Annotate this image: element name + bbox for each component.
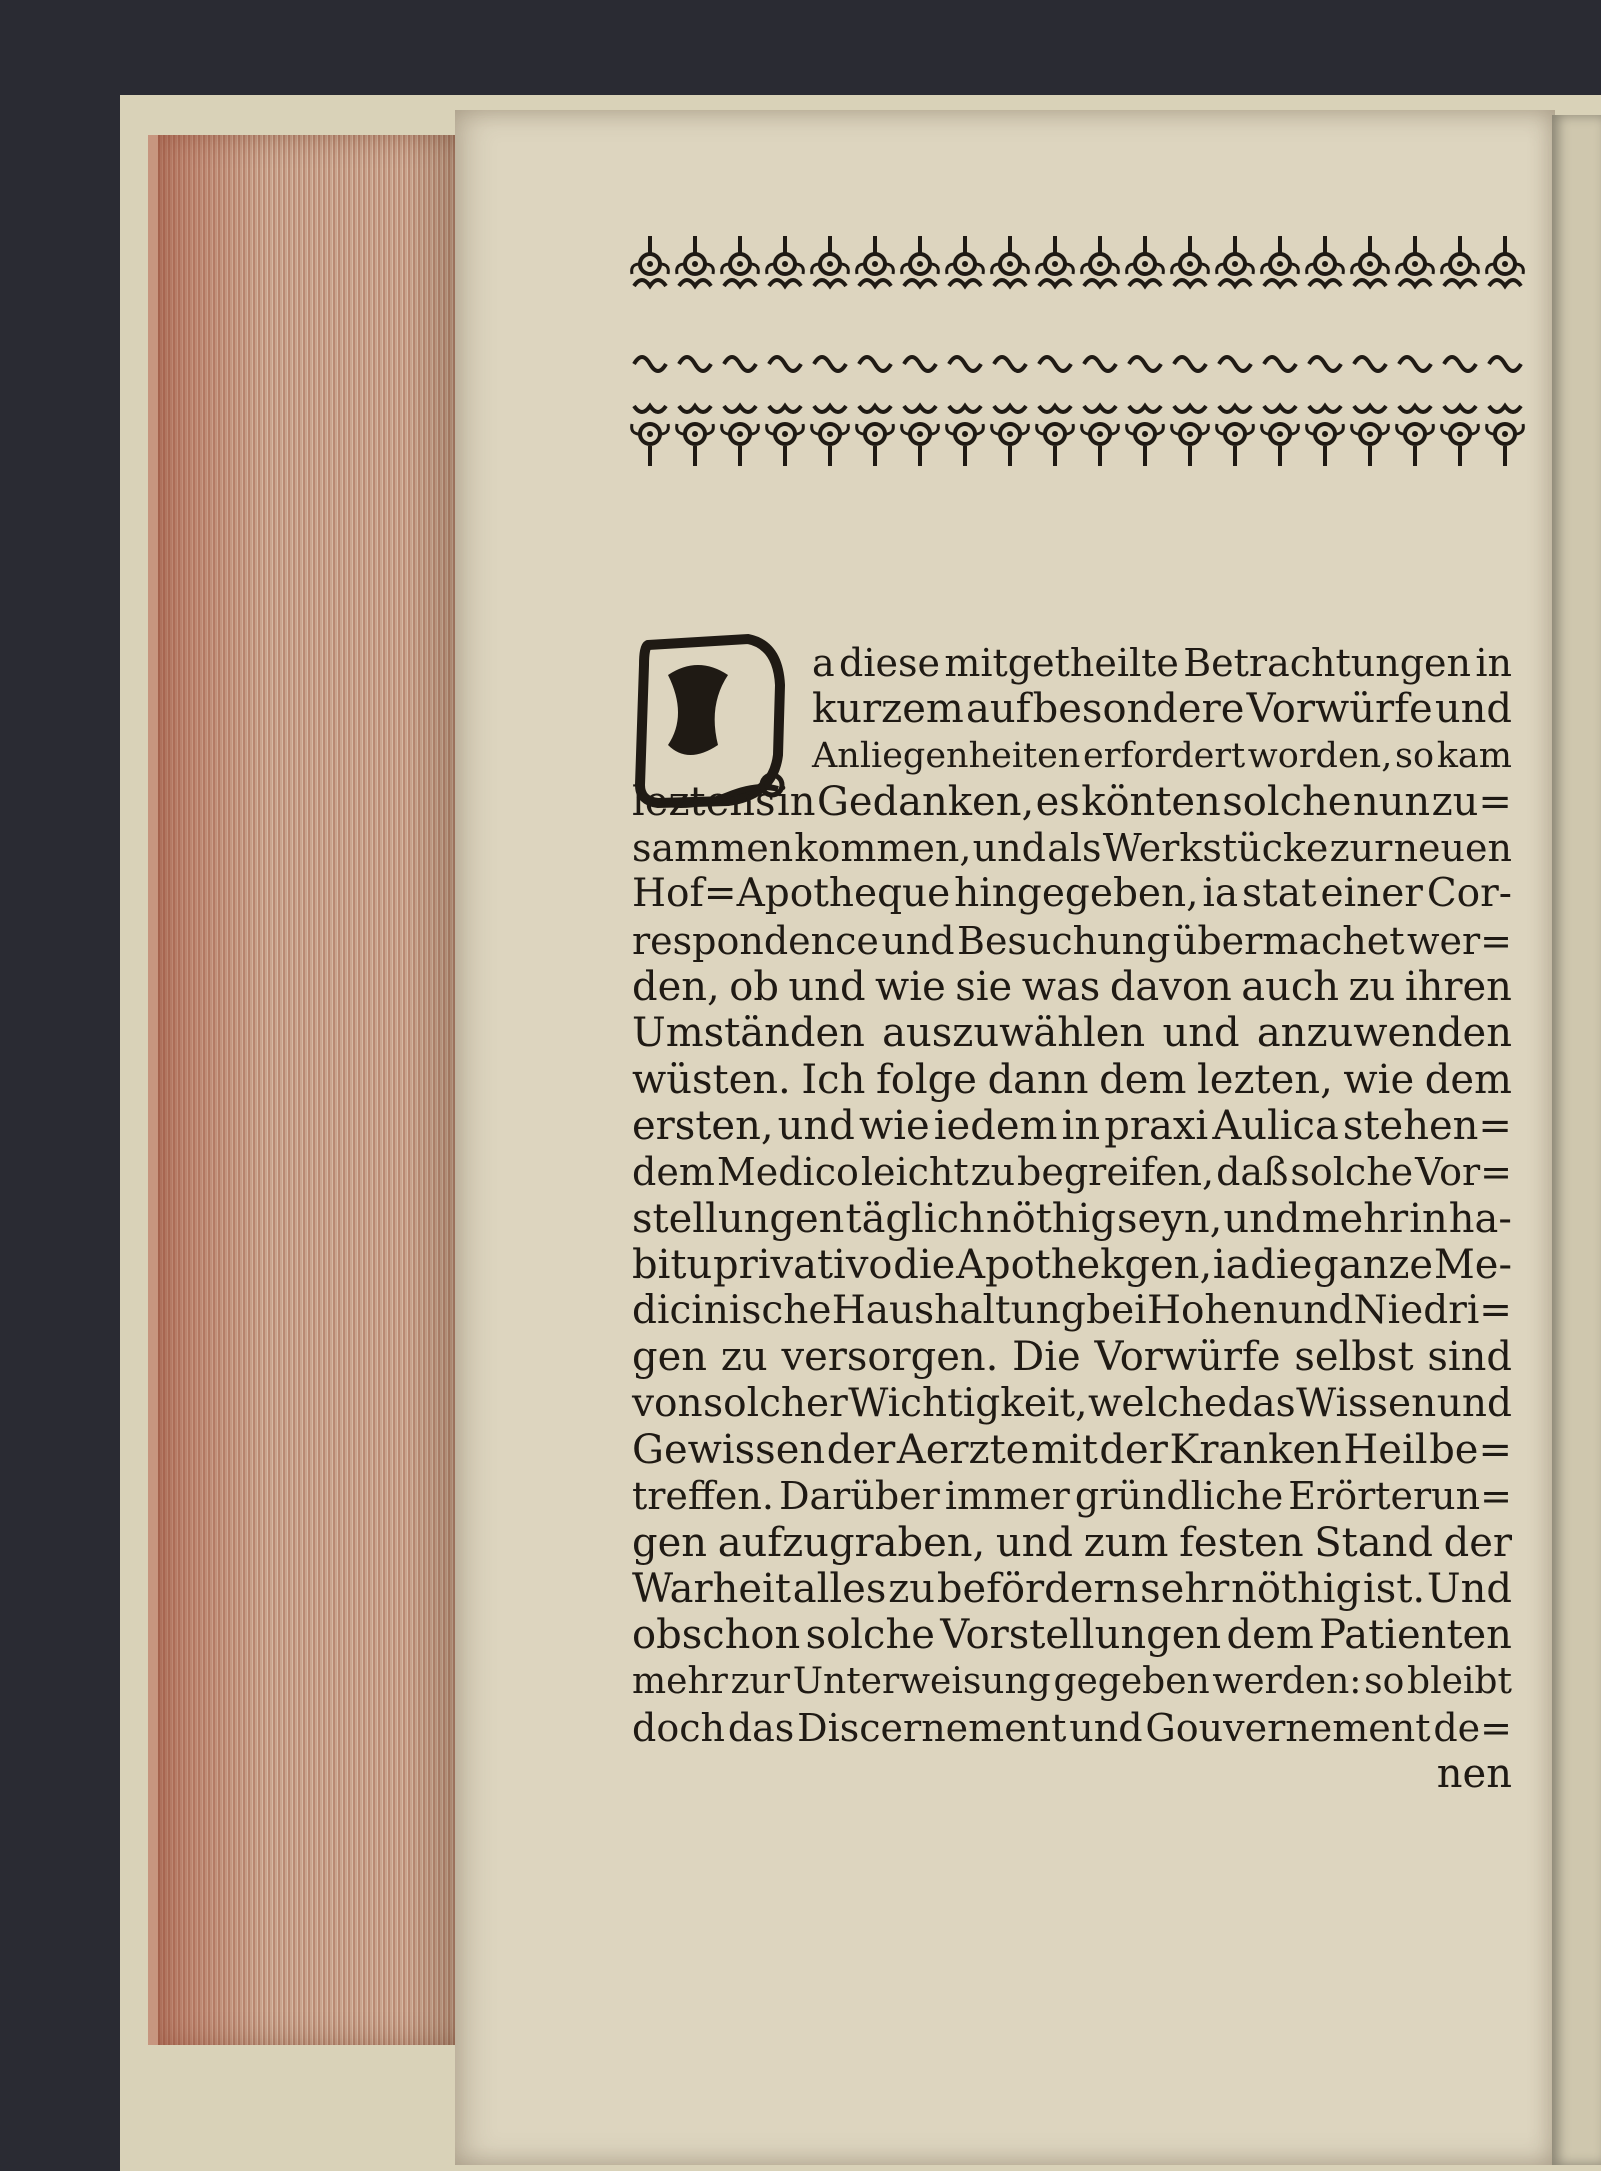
text-line (632, 1103, 1512, 1149)
word: dem (632, 1150, 715, 1195)
word: anzuwenden (1256, 1010, 1512, 1057)
word: könten (1081, 778, 1221, 825)
text-line-content (632, 825, 1512, 871)
text-line-content (632, 1149, 1512, 1195)
word: Erörterun= (1288, 1474, 1512, 1519)
word: ia (1202, 871, 1239, 917)
word: und (995, 1519, 1074, 1566)
word: die (1250, 1241, 1313, 1288)
word: Stand (1314, 1519, 1433, 1566)
text-line (632, 1334, 1512, 1380)
text-line-content (632, 1566, 1512, 1612)
word: und (881, 918, 955, 963)
text-line-content (632, 1705, 1512, 1751)
word: Besuchung (957, 918, 1171, 963)
word: Cor- (1426, 871, 1512, 917)
word: einer (1320, 871, 1423, 917)
word: wer= (1406, 918, 1512, 963)
word: befördern (936, 1565, 1139, 1612)
text-line (632, 1427, 1512, 1473)
word: zur (730, 1660, 790, 1702)
word: Me- (1433, 1241, 1512, 1288)
word: Discernement (797, 1705, 1067, 1750)
word: ob (729, 964, 779, 1011)
word: aufzugraben, (717, 1519, 986, 1566)
word: von (632, 1380, 703, 1426)
catchword-line (632, 1751, 1512, 1797)
word: besondere (1032, 686, 1245, 733)
word: Niedri= (1353, 1288, 1512, 1334)
word: ia (1212, 1241, 1250, 1288)
text-line (632, 1196, 1512, 1242)
word: wie (1343, 1056, 1415, 1103)
word: zu (888, 1565, 936, 1612)
word: kommen, (794, 826, 972, 871)
word: zu (970, 1150, 1016, 1195)
word: und (788, 964, 866, 1011)
text-line (632, 1010, 1512, 1056)
text-line (632, 825, 1512, 871)
word: dem (1424, 1056, 1512, 1103)
word: in (1409, 1195, 1448, 1242)
word: Aulica (1212, 1102, 1339, 1149)
word: Aerzte (896, 1427, 1030, 1474)
text-line (632, 1288, 1512, 1334)
word: Wissen (1296, 1380, 1437, 1426)
word: Vorwürfe (1094, 1334, 1281, 1381)
word: gegeben (1053, 1660, 1210, 1702)
text-line-content (632, 1520, 1512, 1566)
text-line (632, 779, 1512, 825)
word: immer (944, 1474, 1070, 1519)
text-line-content (632, 1010, 1512, 1056)
text-line-content (632, 1381, 1512, 1427)
word: mit (1030, 1427, 1098, 1474)
word: und (1069, 1705, 1143, 1750)
word: solche (1222, 778, 1352, 825)
word: zu (720, 1334, 768, 1381)
word: solche (1290, 1150, 1414, 1195)
word: de= (1433, 1705, 1512, 1750)
word: und (972, 826, 1046, 871)
word: auch (1241, 964, 1339, 1011)
text-line-content (632, 1057, 1512, 1103)
word: gen (632, 1519, 708, 1566)
word: Betrachtungen (1183, 641, 1471, 685)
word: ist. (1362, 1565, 1426, 1612)
word: folge (875, 1056, 977, 1103)
word: Und (1426, 1565, 1512, 1612)
word: so (1395, 735, 1435, 776)
word: Gewissen (632, 1427, 826, 1474)
word: mehr (632, 1660, 728, 1702)
word: Kranken (1169, 1427, 1342, 1474)
word: doch (632, 1705, 725, 1750)
word: Wichtigkeit, (848, 1380, 1088, 1426)
word: übermachet (1172, 918, 1405, 963)
word: Hof=Apotheque (632, 871, 951, 917)
word: sie (955, 964, 1013, 1011)
word: kam (1436, 735, 1512, 776)
word: diese (839, 641, 940, 685)
word: Patienten (1319, 1612, 1512, 1659)
word: Unterweisung (792, 1660, 1051, 1702)
word: als (1047, 826, 1102, 871)
word: hingegeben, (954, 871, 1199, 917)
word: auf (966, 686, 1031, 733)
word: stehen= (1342, 1102, 1512, 1149)
word: sammen (632, 826, 794, 871)
text-line (632, 1612, 1512, 1658)
word: neuen (1393, 826, 1512, 871)
text-line (632, 918, 1512, 964)
word: erfordert (1083, 735, 1246, 776)
word: zu (1348, 964, 1396, 1011)
word: in (1061, 1102, 1101, 1149)
word: dann (987, 1056, 1089, 1103)
text-line (632, 733, 1512, 779)
word: die (893, 1241, 956, 1288)
text-line-content (632, 918, 1512, 964)
word: worden, (1247, 735, 1393, 776)
text-line (632, 1473, 1512, 1519)
word: a (812, 641, 835, 685)
word: Hohen (1146, 1288, 1278, 1334)
word: Gouvernement (1145, 1705, 1431, 1750)
word: treffen. (632, 1474, 774, 1519)
text-line-content (632, 1659, 1512, 1705)
word: stellungen (632, 1195, 845, 1242)
word: privativo (712, 1241, 893, 1288)
word: und (777, 1102, 855, 1149)
text-line-content (812, 686, 1512, 732)
word: und (1223, 1195, 1301, 1242)
word: was (1021, 964, 1101, 1011)
word: wie (875, 964, 946, 1011)
word: dem (1099, 1056, 1187, 1103)
text-line (632, 1381, 1512, 1427)
text-line (632, 1057, 1512, 1103)
word: welche (1087, 1380, 1227, 1426)
word: lezten, (1197, 1056, 1333, 1103)
word: Ich (801, 1056, 866, 1103)
text-line (632, 1659, 1512, 1705)
word: der (826, 1427, 896, 1474)
word: festen (1179, 1519, 1304, 1566)
text-line (632, 1520, 1512, 1566)
text-line (632, 1242, 1512, 1288)
text-line (632, 1149, 1512, 1195)
word: den, (632, 964, 720, 1011)
word: bitu (632, 1241, 713, 1288)
word: obschon (632, 1612, 801, 1659)
word: leicht (860, 1150, 969, 1195)
word: be= (1429, 1427, 1512, 1474)
word: solche (805, 1612, 935, 1659)
word: gen (632, 1334, 708, 1381)
text-line-content (632, 1473, 1512, 1519)
word: mehr (1301, 1195, 1409, 1242)
word: nöthig (1231, 1565, 1362, 1612)
word: leztens (632, 778, 776, 825)
word: so (1364, 1660, 1405, 1702)
text-line (632, 1566, 1512, 1612)
word: respondence (632, 918, 879, 963)
word: in (1475, 641, 1512, 685)
book-page-edges (148, 135, 468, 2045)
text-line (632, 871, 1512, 917)
word: dicinische (632, 1288, 832, 1334)
word: zum (1083, 1519, 1169, 1566)
word: in (776, 778, 816, 825)
text-line-content (632, 1103, 1512, 1149)
text-line (632, 686, 1512, 732)
word: ihren (1404, 964, 1512, 1011)
word: nun (1352, 778, 1431, 825)
text-line-content (632, 1334, 1512, 1380)
word: Apothekgen, (956, 1241, 1213, 1288)
word: Vorstellungen (940, 1612, 1222, 1659)
word: wüsten. (632, 1056, 791, 1103)
word: praxi (1104, 1102, 1209, 1149)
word: davon (1109, 964, 1232, 1011)
word: sehr (1140, 1565, 1230, 1612)
word: der (1099, 1427, 1168, 1474)
word: Haushaltung (831, 1288, 1086, 1334)
text-line-content (632, 1427, 1512, 1473)
word: Umständen (632, 1010, 865, 1057)
word: daß (1216, 1150, 1289, 1195)
text-line (632, 964, 1512, 1010)
decorative-header-ornament (630, 228, 1538, 518)
text-line-content (632, 1242, 1512, 1288)
word: zu= (1431, 778, 1512, 825)
word: stat (1242, 871, 1317, 917)
facing-page-edge (1552, 115, 1601, 2165)
word: Vor= (1415, 1150, 1512, 1195)
word: der (1443, 1519, 1512, 1566)
word: das (1227, 1380, 1296, 1426)
text-line-content (632, 1196, 1512, 1242)
text-line (632, 640, 1512, 686)
text-line-content (812, 733, 1512, 779)
word: iedem (933, 1102, 1058, 1149)
word: mitgetheilte (944, 641, 1179, 685)
text-line-content (812, 640, 1512, 686)
word: ganze (1313, 1241, 1434, 1288)
word: begreifen, (1017, 1150, 1215, 1195)
word: Warheit (632, 1565, 791, 1612)
word: sind (1427, 1334, 1512, 1381)
word: dem (1226, 1612, 1314, 1659)
word: versorgen. (781, 1334, 999, 1381)
text-line-content (632, 964, 1512, 1010)
word: täglich (845, 1195, 985, 1242)
word: seyn, (1117, 1195, 1223, 1242)
text-line-content (632, 779, 1512, 825)
word: gründliche (1074, 1474, 1284, 1519)
text-line-content (632, 1612, 1512, 1658)
word: Vorwürfe (1246, 686, 1433, 733)
word: ha- (1448, 1195, 1512, 1242)
word: das (727, 1705, 795, 1750)
word: werden: (1212, 1660, 1362, 1702)
body-text (632, 640, 1512, 1797)
word: Anliegenheiten (812, 735, 1081, 776)
word: und (1434, 686, 1512, 733)
word: Werkstücke (1102, 826, 1329, 871)
word: Heil (1343, 1427, 1428, 1474)
word: bei (1086, 1288, 1147, 1334)
text-line (632, 1705, 1512, 1751)
word: es (1035, 778, 1080, 825)
word: und (1436, 1380, 1512, 1426)
word: selbst (1294, 1334, 1414, 1381)
word: und (1278, 1288, 1354, 1334)
word: kurzem (812, 686, 964, 733)
word: solcher (703, 1380, 848, 1426)
word: ersten, (632, 1102, 774, 1149)
word: Gedanken, (816, 778, 1035, 825)
text-line-content (632, 1288, 1512, 1334)
word: wie (858, 1102, 930, 1149)
word: Medico (716, 1150, 859, 1195)
word: nöthig (985, 1195, 1116, 1242)
word: auszuwählen (882, 1010, 1146, 1057)
word: alles (792, 1565, 887, 1612)
word: und (1162, 1010, 1240, 1057)
text-line-content (632, 871, 1512, 917)
word: bleibt (1407, 1660, 1512, 1702)
word: Darüber (779, 1474, 940, 1519)
word: Die (1012, 1334, 1081, 1381)
catchword: nen (1436, 1751, 1512, 1798)
word: zur (1329, 826, 1393, 871)
